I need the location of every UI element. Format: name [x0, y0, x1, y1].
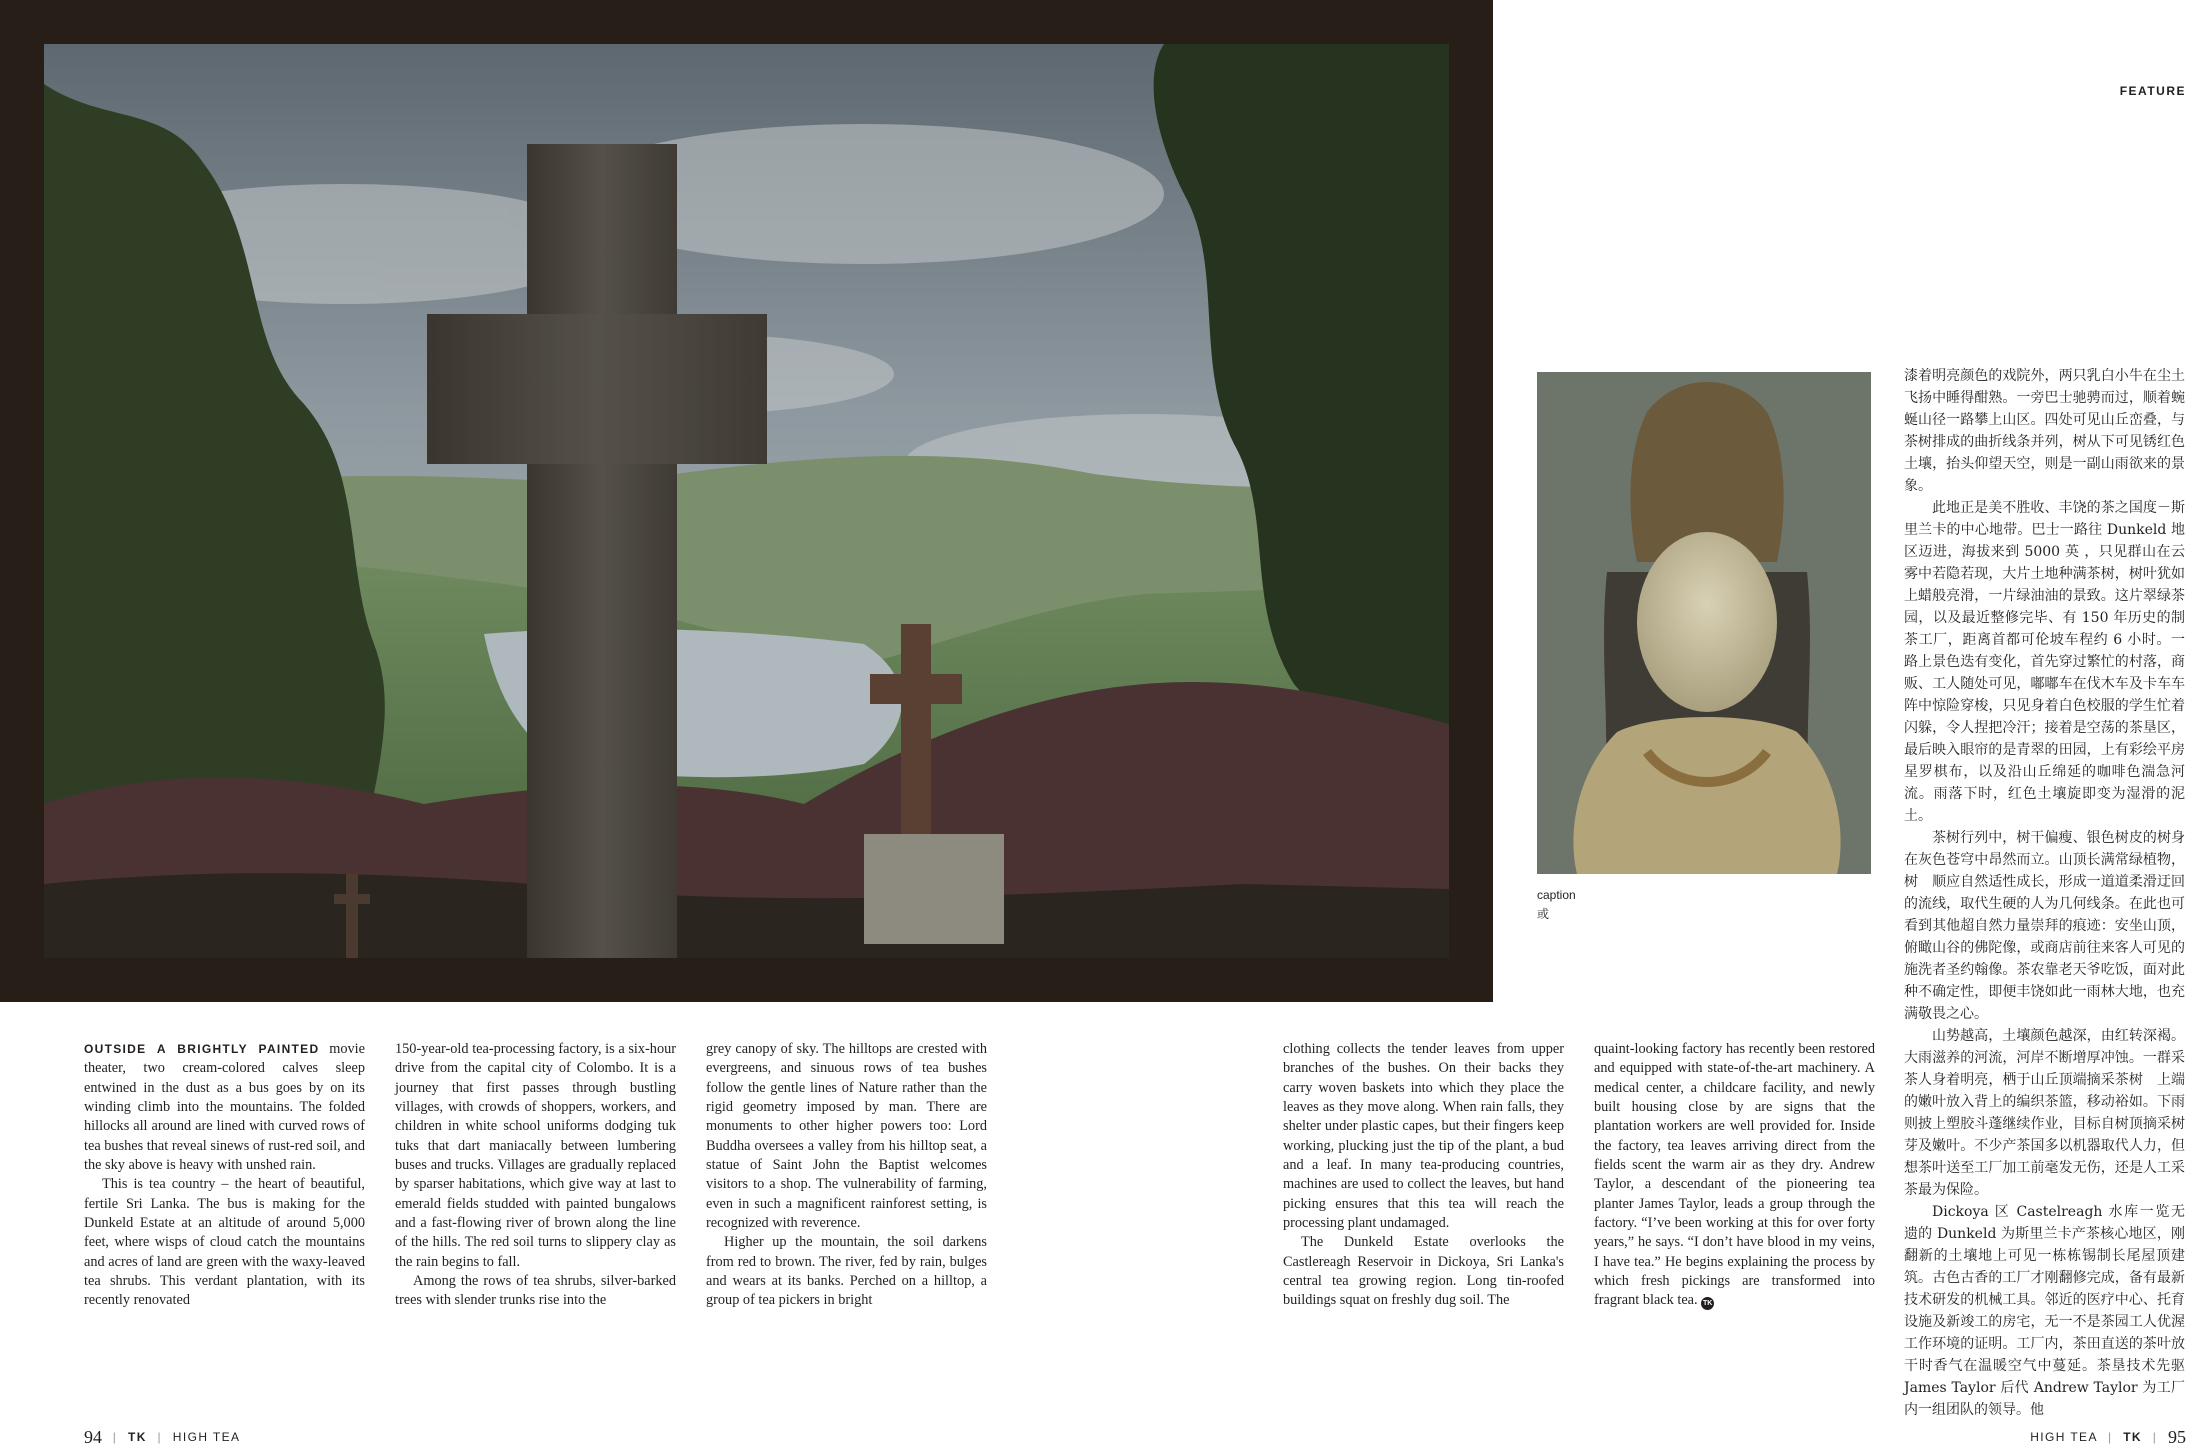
statue-body [1573, 717, 1840, 874]
folio-right [2030, 1427, 2186, 1448]
paragraph: 150-year-old tea-processing factory, is a six-hour drive from the capital city of Colombo. It is a journey that first passes through bustling villages, with crowds of shoppers, workers, and children in white school uniforms dodging tuk tuks that dart maniacally between lumbering buses and trucks. Villages are gradually replaced by sparser habitations, which give way at last to emerald fields studded with painted bungalows and a fast-flowing river of brown along the line of the hills. The red soil turns to slippery clay as the rain begins to fall. [395, 1041, 676, 1270]
chinese-paragraph: 漆着明亮颜色的戏院外，两只乳白小牛在尘土飞扬中睡得酣熟。一旁巴士驰骋而过，顺着蜿蜒山径一路攀上山区。四处可见山丘峦叠，与茶树排成的曲折线条并列，树从下可见锈红色土壤，抬头仰望天空，则是一副山雨欲来的景象。 [1904, 368, 2185, 494]
folio-left [84, 1427, 240, 1448]
paragraph: clothing collects the tender leaves from upper branches of the bushes. On their backs they carry woven baskets into which they place the leaves as they move along. When rain falls, they shelter under plastic capes, but their fingers keep working, plucking just the tip of the plant, a bud and a leaf. In many tea-producing countries, machines are used to collect the leaves, but hand picking ensures that this tea will reach the processing plant undamaged. [1283, 1041, 1564, 1232]
magazine-brand: TK [128, 1430, 147, 1444]
grave-slab [864, 834, 1004, 944]
section-label: FEATURE [2119, 84, 2186, 98]
opening-paragraph [84, 1040, 365, 1175]
chinese-paragraph: 此地正是美不胜收、丰饶的茶之国度－斯里兰卡的中心地带。巴士一路往 Dunkeld 地区迈进，海拔来到 5000 英 ，只见群山在云雾中若隐若现，大片土地种满茶树，树叶犹如上蜡般亮滑，一片绿油油的景致。这片翠绿茶园，以及最近整修完毕、有 150 年历史的制茶工厂，距离首都可伦坡车程约 6 小时。一路上景色迭有变化，首先穿过繁忙的村落，商贩、工人随处可见，嘟嘟车在伐木车及卡车车阵中惊险穿梭，只见身着白色校服的学生忙着闪躲，令人捏把冷汗；接着是空荡的茶垦区，最后映入眼帘的是青翠的田园，上有彩绘平房星罗棋布，以及沿山丘绵延的咖啡色湍急河流。雨落下时，红色土壤旋即变为湿滑的泥土。 [1904, 500, 2185, 824]
statue-face [1637, 532, 1777, 712]
lead-in: OUTSIDE A BRIGHTLY PAINTED [84, 1042, 320, 1056]
end-mark-icon: TK [1701, 1297, 1714, 1310]
paragraph [1594, 1040, 1875, 1311]
closing-text: quaint-looking factory has recently been restored and equipped with state-of-the-art machinery. A medical center, a childcare facility, and newly built housing close by are signs that the plantation workers are well provided for. Inside the factory, tea leaves arriving direct from the fields scent the warm air as they dry. Andrew Taylor, a descendant of the pioneering tea planter James Taylor, leads a group through the factory. “I’ve been working at this for over forty years,” he says. “I don’t have blood in my veins, I have tea.” He begins explaining the process by which fresh pickings are transformed into fragrant black tea. [1594, 1041, 1875, 1309]
caption-text: caption [1537, 888, 1576, 902]
opening-text: movie theater, two cream-colored calves sleep entwined in the dust as a bus goes by on its winding climb into the mountains. The folded hillocks all around are lined with curved rows of tea bushes that reveal sinews of rust-red soil, and the sky above is heavy with unshed rain. [84, 1041, 365, 1174]
folio-separator: | [112, 1430, 118, 1444]
body-column-3 [706, 1040, 987, 1311]
magazine-title: HIGH TEA [2030, 1430, 2098, 1444]
magazine-brand: TK [2123, 1430, 2142, 1444]
page-number: 94 [84, 1427, 102, 1447]
folio-separator: | [2107, 1430, 2113, 1444]
magazine-title: HIGH TEA [172, 1430, 241, 1444]
chinese-paragraph: Dickoya 区 Castelreagh 水库一览无遗的 Dunkeld 为斯里兰卡产茶核心地区，刚翻新的土壤地上可见一栋栋锡制长尾屋顶建筑。古色古香的工厂才刚翻修完成，备有最新技术研发的机械工具。邻近的医疗中心、托育设施及新竣工的房宅，无一不是茶园工人优渥工作环境的证明。工厂内，茶田直送的茶叶放干时香气在温暖空气中蔓延。茶垦技术先驱 James Taylor 后代 Andrew Taylor 为工厂内一组团队的领导。他 [1904, 1204, 2185, 1418]
deity-statue-photo [1537, 372, 1871, 874]
body-column-5 [1594, 1040, 1875, 1311]
caption-text-chinese: 或 [1537, 907, 1550, 921]
photo-frame [0, 0, 1493, 1002]
folio-separator: | [157, 1430, 163, 1444]
folio-separator: | [2152, 1430, 2158, 1444]
body-column-1 [84, 1040, 365, 1311]
body-column-2 [395, 1040, 676, 1311]
chinese-paragraph: 山势越高，土壤颜色越深，由红转深褐。大雨滋养的河流，河岸不断增厚冲蚀。一群采茶人身着明亮，栖于山丘顶端摘采茶树 上端的嫩叶放入背上的编织茶篮，移动裕如。下雨则披上塑胶斗蓬继续作业，目标自树顶摘采树芽及嫩叶。不少产茶国多以机器取代人力，但想茶叶送至工厂加工前毫发无伤，还是人工采茶最为保险。 [1904, 1028, 2185, 1198]
figure-caption [1537, 886, 1737, 924]
chinese-translation-column [1904, 365, 2185, 1421]
paragraph: The Dunkeld Estate overlooks the Castlereagh Reservoir in Dickoya, Sri Lanka's central tea growing region. Long tin-roofed buildings squat on freshly dug soil. The [1283, 1234, 1564, 1309]
paragraph: grey canopy of sky. The hilltops are crested with evergreens, and sinuous rows of tea bushes follow the gentle lines of Nature rather than the rigid geometry imposed by man. There are monuments to other higher powers too: Lord Buddha oversees a valley from his hilltop seat, a statue of Saint John the Baptist welcomes visitors to a shop. The vulnerability of farming, even in such a magnificent rainforest setting, is recognized with reverence. [706, 1041, 987, 1232]
body-column-4 [1283, 1040, 1564, 1311]
cemetery-cross-photo [44, 44, 1449, 958]
page-number: 95 [2168, 1427, 2186, 1447]
paragraph: This is tea country – the heart of beautiful, fertile Sri Lanka. The bus is making for the Dunkeld Estate at an altitude of around 5,000 feet, where wisps of cloud catch the mountains and acres of land are green with the waxy-leaved tea shrubs. This verdant plantation, with its recently renovated [84, 1176, 365, 1309]
paragraph: Among the rows of tea shrubs, silver-barked trees with slender trunks rise into the [395, 1273, 676, 1309]
chinese-paragraph: 茶树行列中，树干偏瘦、银色树皮的树身在灰色苍穹中昂然而立。山顶长满常绿植物，树 顺应自然适性成长，形成一道道柔滑迂回的流线，取代生硬的人为几何线条。在此也可看到其他超自然力量崇拜的痕迹：安坐山顶，俯瞰山谷的佛陀像，或商店前往来客人可见的施洗者圣约翰像。茶农靠老天爷吃饭，面对此种不确定性，即便丰饶如此一雨林大地，也充满敬畏之心。 [1904, 830, 2185, 1022]
paragraph: Higher up the mountain, the soil darkens from red to brown. The river, fed by rain, bulges and wears at its banks. Perched on a hilltop, a group of tea pickers in bright [706, 1234, 987, 1309]
